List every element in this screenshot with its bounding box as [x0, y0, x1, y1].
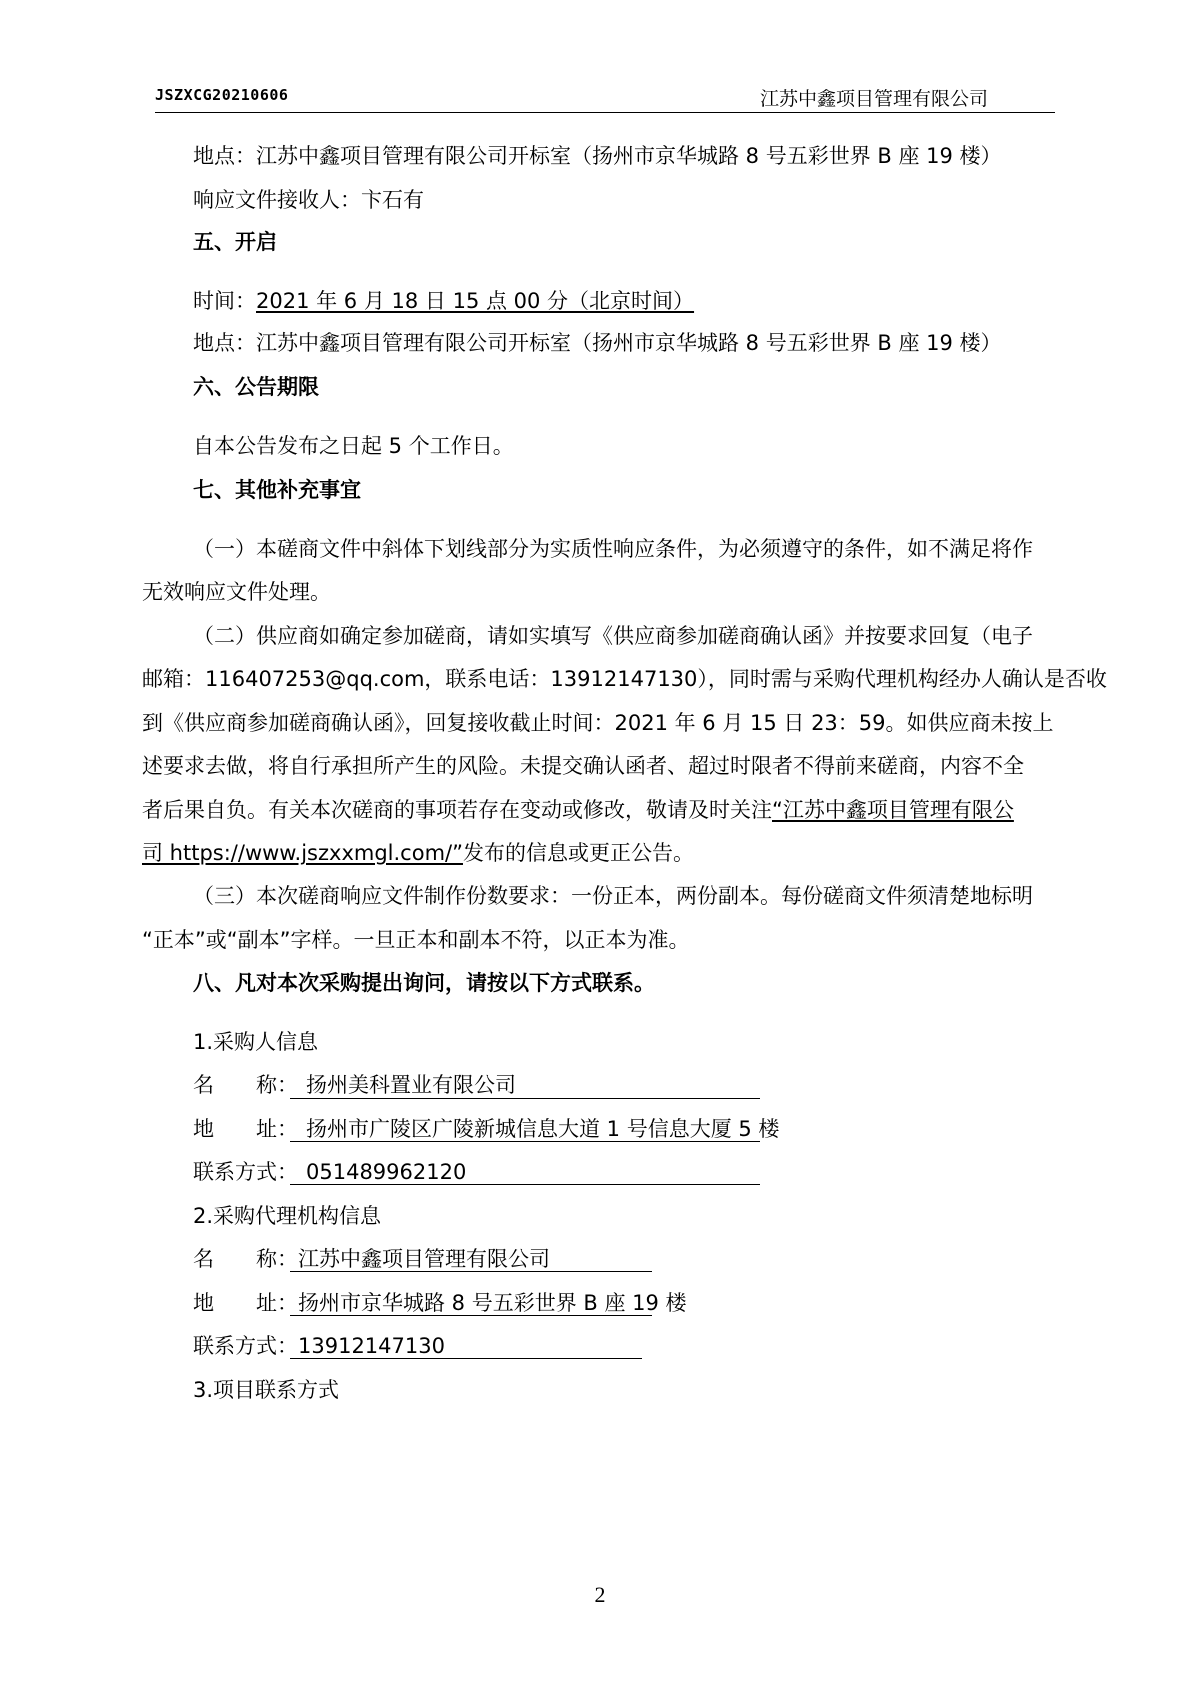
paragraph-line: （二）供应商如确定参加磋商，请如实填写《供应商参加磋商确认函》并按要求回复（电子 [193, 624, 1033, 648]
buyer-phone-value: 051489962120 [306, 1160, 467, 1184]
buyer-name-row [193, 1075, 516, 1096]
paragraph-line [142, 843, 694, 864]
paragraph-line: 无效响应文件处理。 [142, 580, 331, 604]
buyer-phone-row [193, 1162, 466, 1183]
opening-time-value: 2021 年 6 月 18 日 15 点 00 分（北京时间） [256, 289, 695, 313]
notice-period-text: 自本公告发布之日起 5 个工作日。 [193, 434, 514, 458]
field-underline [290, 1184, 760, 1185]
field-underline [290, 1358, 642, 1359]
paragraph-line: （三）本次磋商响应文件制作份数要求：一份正本，两份副本。每份磋商文件须清楚地标明 [193, 884, 1033, 908]
section-heading-notice-period: 六、公告期限 [193, 375, 319, 399]
field-label: 名 称： [193, 1247, 298, 1271]
paragraph-line: “正本”或“副本”字样。一旦正本和副本不符，以正本为准。 [142, 928, 690, 952]
agency-address-value: 扬州市京华城路 8 号五彩世界 B 座 19 楼 [298, 1291, 687, 1315]
field-underline [290, 1315, 652, 1316]
agency-phone-value: 13912147130 [298, 1334, 445, 1358]
paragraph-line [142, 800, 1014, 821]
field-underline [290, 1141, 760, 1142]
agency-address-row [193, 1293, 687, 1314]
buyer-address-value: 扬州市广陵区广陵新城信息大道 1 号信息大厦 5 楼 [306, 1117, 780, 1141]
header-company-name: 江苏中鑫项目管理有限公司 [759, 88, 988, 110]
agency-info-title: 2.采购代理机构信息 [193, 1204, 382, 1228]
field-label: 地 址： [193, 1117, 298, 1141]
field-label: 联系方式： [193, 1160, 298, 1184]
paragraph-line: 述要求去做，将自行承担所产生的风险。未提交确认函者、超过时限者不得前来磋商，内容不全 [142, 754, 1024, 778]
agency-name-row [193, 1249, 550, 1270]
website-link-part2[interactable]: 司 https://www.jszxxmgl.com/” [142, 841, 463, 865]
field-label: 名 称： [193, 1073, 298, 1097]
agency-phone-row [193, 1336, 445, 1357]
section-heading-supplementary: 七、其他补充事宜 [193, 478, 361, 502]
paragraph-line: 到《供应商参加磋商确认函》，回复接收截止时间：2021 年 6 月 15 日 23：59。如供应商未按上 [142, 711, 1054, 735]
opening-room-location: 地点：江苏中鑫项目管理有限公司开标室（扬州市京华城路 8 号五彩世界 B 座 19 楼） [193, 144, 1002, 168]
section-heading-contact: 八、凡对本次采购提出询问，请按以下方式联系。 [193, 971, 655, 995]
opening-location: 地点：江苏中鑫项目管理有限公司开标室（扬州市京华城路 8 号五彩世界 B 座 19 楼） [193, 331, 1002, 355]
buyer-info-title: 1.采购人信息 [193, 1030, 319, 1054]
field-label: 地 址： [193, 1291, 298, 1315]
opening-time-line [193, 291, 694, 312]
document-code: JSZXCG20210606 [155, 86, 289, 104]
project-contact-title: 3.项目联系方式 [193, 1378, 340, 1402]
paragraph-line: 邮箱：116407253@qq.com，联系电话：13912147130），同时需与采购代理机构经办人确认是否收 [142, 667, 1107, 691]
header-divider [155, 112, 1055, 113]
buyer-name-value: 扬州美科置业有限公司 [306, 1073, 516, 1097]
receiver-line: 响应文件接收人：卞石有 [193, 188, 424, 212]
opening-time-label: 时间： [193, 289, 256, 313]
page-number: 2 [594, 1582, 606, 1607]
field-label: 联系方式： [193, 1334, 298, 1358]
agency-name-value: 江苏中鑫项目管理有限公司 [298, 1247, 550, 1271]
buyer-address-row [193, 1119, 779, 1140]
paragraph-text: 发布的信息或更正公告。 [462, 841, 694, 865]
section-heading-opening: 五、开启 [193, 230, 277, 254]
paragraph-text: 者后果自负。有关本次磋商的事项若存在变动或修改，敬请及时关注 [142, 798, 772, 822]
paragraph-line: （一）本磋商文件中斜体下划线部分为实质性响应条件，为必须遵守的条件，如不满足将作 [193, 537, 1033, 561]
website-link-part1[interactable]: “江苏中鑫项目管理有限公 [772, 798, 1014, 822]
field-underline [290, 1098, 760, 1099]
field-underline [290, 1271, 652, 1272]
